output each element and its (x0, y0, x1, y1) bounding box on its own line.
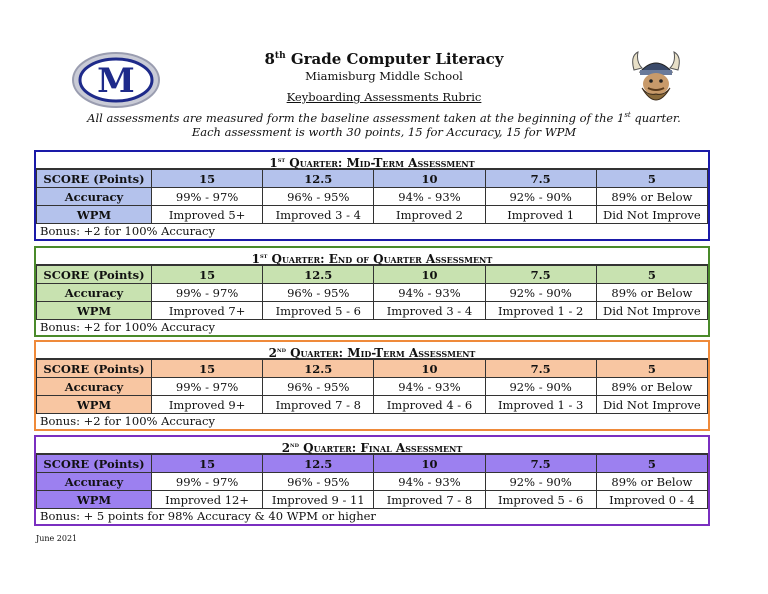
rubric-table (36, 169, 708, 224)
accuracy-row (37, 188, 708, 206)
score-row (37, 455, 708, 473)
accuracy-cell: 92% - 90% (485, 378, 596, 396)
wpm-cell: Improved 3 - 4 (374, 302, 485, 320)
bonus-note: Bonus: +2 for 100% Accuracy (40, 224, 215, 238)
score-cell: 12.5 (263, 170, 374, 188)
accuracy-cell: 99% - 97% (152, 284, 263, 302)
score-cell: 5 (596, 170, 707, 188)
score-cell: 7.5 (485, 170, 596, 188)
wpm-cell: Improved 12+ (152, 491, 263, 509)
wpm-row (37, 491, 708, 509)
accuracy-cell: 92% - 90% (485, 473, 596, 491)
bonus-note: Bonus: + 5 points for 98% Accuracy & 40 WPM or higher (40, 509, 376, 523)
wpm-cell: Improved 1 - 3 (485, 396, 596, 414)
row-label: WPM (37, 206, 152, 224)
wpm-cell: Improved 7+ (152, 302, 263, 320)
svg-text:M: M (97, 61, 135, 101)
block-title: 1st Quarter: Mid-Term Assessment (36, 152, 708, 169)
wpm-cell: Improved 4 - 6 (374, 396, 485, 414)
block-title: 2nd Quarter: Final Assessment (36, 437, 708, 454)
rubric-block-q2-midterm (34, 340, 710, 431)
score-cell: 10 (374, 170, 485, 188)
row-label: Accuracy (37, 188, 152, 206)
wpm-cell: Did Not Improve (596, 396, 707, 414)
block-title: 1st Quarter: End of Quarter Assessment (36, 248, 708, 265)
score-cell: 5 (596, 266, 707, 284)
row-label: WPM (37, 302, 152, 320)
rubric-table (36, 265, 708, 320)
score-cell: 7.5 (485, 266, 596, 284)
score-row (37, 170, 708, 188)
wpm-row (37, 302, 708, 320)
score-cell: 12.5 (263, 455, 374, 473)
accuracy-cell: 94% - 93% (374, 378, 485, 396)
score-cell: 15 (152, 266, 263, 284)
wpm-cell: Improved 7 - 8 (263, 396, 374, 414)
accuracy-cell: 99% - 97% (152, 378, 263, 396)
accuracy-cell: 99% - 97% (152, 188, 263, 206)
wpm-cell: Improved 1 - 2 (485, 302, 596, 320)
accuracy-row (37, 378, 708, 396)
accuracy-cell: 96% - 95% (263, 284, 374, 302)
wpm-row (37, 206, 708, 224)
score-row (37, 266, 708, 284)
accuracy-cell: 89% or Below (596, 284, 707, 302)
accuracy-cell: 89% or Below (596, 473, 707, 491)
row-label: Accuracy (37, 378, 152, 396)
score-row (37, 360, 708, 378)
accuracy-cell: 96% - 95% (263, 378, 374, 396)
rubric-title: Keyboarding Assessments Rubric (286, 90, 482, 104)
score-cell: 15 (152, 360, 263, 378)
wpm-cell: Did Not Improve (596, 302, 707, 320)
score-cell: 12.5 (263, 266, 374, 284)
score-cell: 7.5 (485, 360, 596, 378)
wpm-cell: Did Not Improve (596, 206, 707, 224)
bonus-note: Bonus: +2 for 100% Accuracy (40, 414, 215, 428)
row-label: SCORE (Points) (37, 455, 152, 473)
wpm-cell: Improved 5 - 6 (485, 491, 596, 509)
wpm-cell: Improved 3 - 4 (263, 206, 374, 224)
row-label: WPM (37, 491, 152, 509)
score-cell: 5 (596, 360, 707, 378)
score-cell: 10 (374, 360, 485, 378)
wpm-cell: Improved 1 (485, 206, 596, 224)
school-name: Miamisburg Middle School (305, 69, 463, 83)
rubric-block-q1-midterm (34, 150, 710, 241)
score-cell: 15 (152, 170, 263, 188)
wpm-cell: Improved 5+ (152, 206, 263, 224)
accuracy-cell: 96% - 95% (263, 188, 374, 206)
accuracy-cell: 92% - 90% (485, 284, 596, 302)
accuracy-cell: 94% - 93% (374, 284, 485, 302)
accuracy-row (37, 473, 708, 491)
row-label: Accuracy (37, 473, 152, 491)
score-cell: 10 (374, 266, 485, 284)
wpm-cell: Improved 5 - 6 (263, 302, 374, 320)
score-cell: 15 (152, 455, 263, 473)
page-title: 8th Grade Computer Literacy (264, 50, 504, 68)
accuracy-cell: 89% or Below (596, 188, 707, 206)
score-cell: 12.5 (263, 360, 374, 378)
wpm-cell: Improved 2 (374, 206, 485, 224)
score-cell: 10 (374, 455, 485, 473)
rubric-table (36, 359, 708, 414)
row-label: SCORE (Points) (37, 360, 152, 378)
rubric-block-q1-end (34, 246, 710, 337)
wpm-cell: Improved 9 - 11 (263, 491, 374, 509)
block-title: 2nd Quarter: Mid-Term Assessment (36, 342, 708, 359)
rubric-block-q2-final (34, 435, 710, 526)
row-label: SCORE (Points) (37, 170, 152, 188)
accuracy-row (37, 284, 708, 302)
accuracy-cell: 96% - 95% (263, 473, 374, 491)
score-cell: 7.5 (485, 455, 596, 473)
accuracy-cell: 89% or Below (596, 378, 707, 396)
bonus-note: Bonus: +2 for 100% Accuracy (40, 320, 215, 334)
score-cell: 5 (596, 455, 707, 473)
row-label: SCORE (Points) (37, 266, 152, 284)
wpm-cell: Improved 7 - 8 (374, 491, 485, 509)
wpm-cell: Improved 9+ (152, 396, 263, 414)
wpm-cell: Improved 0 - 4 (596, 491, 707, 509)
rubric-table (36, 454, 708, 509)
assessment-note-1: All assessments are measured form the baseline assessment taken at the beginning of the 1st quarter. (87, 111, 681, 125)
accuracy-cell: 94% - 93% (374, 473, 485, 491)
row-label: WPM (37, 396, 152, 414)
row-label: Accuracy (37, 284, 152, 302)
footer-date: June 2021 (36, 534, 78, 543)
assessment-note-2: Each assessment is worth 30 points, 15 for Accuracy, 15 for WPM (191, 125, 577, 139)
wpm-row (37, 396, 708, 414)
accuracy-cell: 92% - 90% (485, 188, 596, 206)
accuracy-cell: 94% - 93% (374, 188, 485, 206)
accuracy-cell: 99% - 97% (152, 473, 263, 491)
